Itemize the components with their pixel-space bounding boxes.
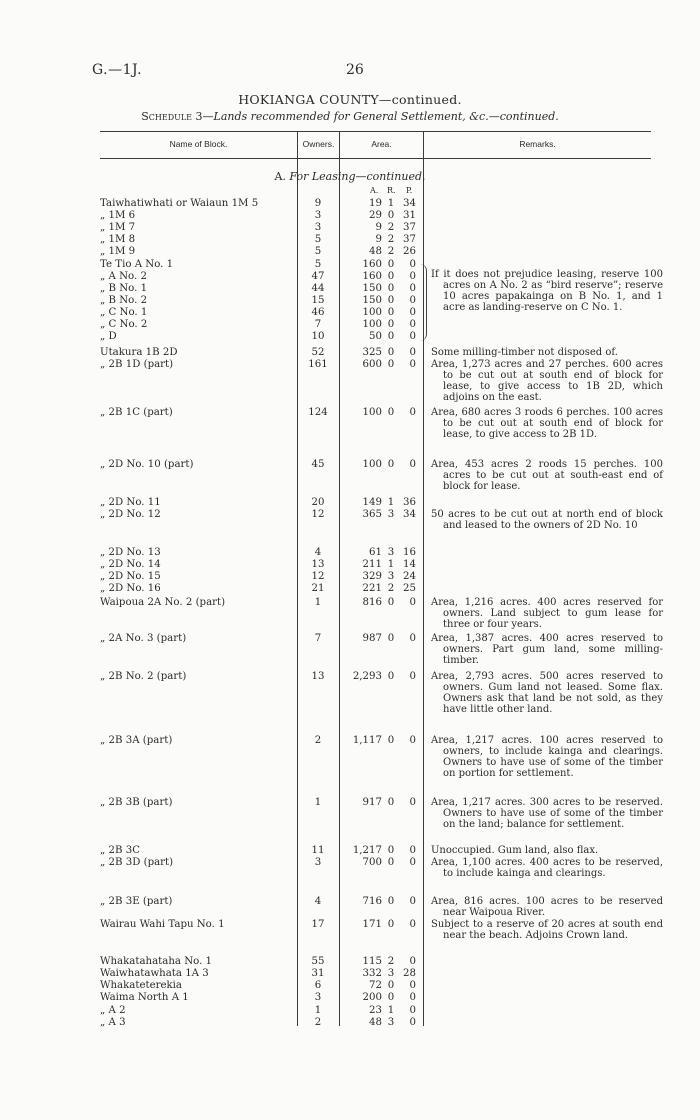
column-header-owners: Owners. [302,139,335,149]
area-perches: 34 [403,198,416,209]
block-name: Waima North A 1 [100,992,189,1003]
table-row [0,992,700,1003]
remark-text: Area, 2,793 acres. 500 acres reserved to owners. Gum land not leased. Some flax. Owners ask that land be not sold, as they have little other land. [431,671,663,715]
area-acres: 9 [375,234,382,245]
area-acres: 160 [362,271,382,282]
area-roods: 3 [387,968,395,979]
area-roods: 3 [387,547,395,558]
area-roods: 0 [387,295,395,306]
block-name: „ C No. 1 [100,307,148,318]
table-row [0,210,700,221]
area-acres: 1,117 [352,735,382,746]
area-perches: 0 [409,319,416,330]
block-name: „ 2B 3A (part) [100,735,173,746]
area-acres: 150 [362,283,382,294]
area-roods: 0 [387,259,395,270]
block-name: „ B No. 2 [100,295,148,306]
area-perches: 0 [409,735,416,746]
owners-count: 7 [314,319,322,330]
area-perches: 16 [403,547,416,558]
owners-count: 3 [314,210,322,221]
block-name: „ A No. 2 [100,271,147,282]
area-perches: 0 [409,597,416,608]
block-name: „ 2B 1C (part) [100,407,173,418]
owners-count: 161 [308,359,328,370]
table-row [0,956,700,967]
area-acres: 61 [369,547,382,558]
table-row [0,968,700,979]
table-row [0,1017,700,1028]
area-roods: 2 [387,246,395,257]
area-perches: 0 [409,992,416,1003]
block-name: „ 2B 3B (part) [100,797,173,808]
block-name: „ 2D No. 13 [100,547,161,558]
area-perches: 0 [409,1005,416,1016]
block-name: Whakateterekia [100,980,183,991]
table-row [0,331,700,342]
table-row [0,198,700,209]
owners-count: 124 [308,407,328,418]
column-header-remarks: Remarks. [519,139,556,149]
area-roods: 0 [387,459,395,470]
area-perches: 0 [409,459,416,470]
area-roods: 0 [387,919,395,930]
area-roods: 0 [387,857,395,868]
owners-count: 7 [314,633,322,644]
area-perches: 36 [403,497,416,508]
area-acres: 149 [362,497,382,508]
owners-count: 1 [314,797,322,808]
area-acres: 816 [362,597,382,608]
owners-count: 3 [314,222,322,233]
table-row [0,234,700,245]
table-row [0,1005,700,1016]
column-header-area: Area. [371,139,392,149]
remark-text: Area, 816 acres. 100 acres to be reserved near Waipoua River. [431,896,663,918]
document-reference: G.—1J. [92,62,143,78]
owners-count: 10 [311,331,325,342]
schedule-text: —Lands recommended for General Settlement, &c.—continued. [202,110,559,123]
block-name: „ A 3 [100,1017,126,1028]
owners-count: 1 [314,1005,322,1016]
area-roods: 1 [387,497,395,508]
area-roods: 3 [387,1017,395,1028]
area-roods: 0 [387,283,395,294]
owners-count: 45 [311,459,325,470]
section-suffix: —continued. [355,170,426,183]
area-roods: 0 [387,671,395,682]
block-name: „ 2D No. 10 (part) [100,459,194,470]
block-name: „ 2D No. 12 [100,509,161,520]
block-name: „ 2D No. 15 [100,571,161,582]
block-name: Waiwhatawhata 1A 3 [100,968,209,979]
remark-text: Area, 1,273 acres and 27 perches. 600 acres to be cut out at south end of block for lease, to give access to 1B 2D, which adjoins on the east. [431,359,663,403]
block-name: Wairau Wahi Tapu No. 1 [100,919,225,930]
remark-text: Unoccupied. Gum land, also flax. [431,845,599,856]
area-roods: 2 [387,583,395,594]
area-perches: 0 [409,359,416,370]
area-roods: 0 [387,347,395,358]
area-acres: 115 [362,956,382,967]
owners-count: 6 [314,980,322,991]
area-acres: 29 [369,210,382,221]
area-perches: 26 [403,246,416,257]
block-name: „ C No. 2 [100,319,148,330]
area-acres: 100 [362,307,382,318]
owners-count: 46 [311,307,325,318]
remark-brace [420,264,427,341]
area-roods: 0 [387,210,395,221]
area-perches: 0 [409,633,416,644]
remark-text: 50 acres to be cut out at north end of block and leased to the owners of 2D No. 10 [431,509,663,531]
table-row [0,246,700,257]
area-perches: 0 [409,259,416,270]
owners-count: 3 [314,992,322,1003]
owners-count: 12 [311,571,325,582]
area-roods: 1 [387,1005,395,1016]
area-roods: 1 [387,198,395,209]
owners-count: 20 [311,497,325,508]
block-name: „ D [100,331,117,342]
area-perches: 24 [403,571,416,582]
table-row [0,571,700,582]
schedule-label: Schedule 3 [141,110,203,123]
area-unit-perches: P. [406,186,413,195]
remark-text: Area, 1,100 acres. 400 acres to be reserved, to include kainga and clearings. [431,857,663,879]
block-name: Utakura 1B 2D [100,347,178,358]
area-perches: 0 [409,896,416,907]
owners-count: 52 [311,347,325,358]
area-perches: 0 [409,283,416,294]
area-acres: 332 [362,968,382,979]
area-perches: 0 [409,797,416,808]
area-acres: 211 [362,559,382,570]
area-perches: 37 [403,234,416,245]
area-acres: 329 [362,571,382,582]
area-roods: 0 [387,992,395,1003]
area-roods: 0 [387,319,395,330]
area-roods: 0 [387,359,395,370]
area-perches: 0 [409,331,416,342]
owners-count: 2 [314,735,322,746]
remark-text: Subject to a reserve of 20 acres at south end near the beach. Adjoins Crown land. [431,919,663,941]
area-roods: 3 [387,571,395,582]
block-name: „ B No. 1 [100,283,148,294]
area-roods: 0 [387,633,395,644]
area-perches: 31 [403,210,416,221]
area-perches: 0 [409,956,416,967]
section-prefix: A. [274,170,286,183]
area-acres: 365 [362,509,382,520]
block-name: „ 2B No. 2 (part) [100,671,187,682]
area-acres: 171 [362,919,382,930]
area-roods: 0 [387,597,395,608]
area-roods: 2 [387,222,395,233]
owners-count: 2 [314,1017,322,1028]
block-name: „ 1M 9 [100,246,136,257]
remark-text: Area, 1,216 acres. 400 acres reserved for owners. Land subject to gum lease for three or four years. [431,597,663,630]
block-name: „ 2B 1D (part) [100,359,174,370]
owners-count: 4 [314,547,322,558]
page-number: 26 [346,62,364,78]
remark-text: Area, 680 acres 3 roods 6 perches. 100 acres to be cut out at south end of block for lease, to give access to 2B 1D. [431,407,663,440]
area-roods: 0 [387,845,395,856]
owners-count: 15 [311,295,325,306]
area-roods: 1 [387,559,395,570]
area-perches: 0 [409,857,416,868]
area-unit-roods: R. [387,186,396,195]
block-name: Waipoua 2A No. 2 (part) [100,597,226,608]
section-title: For Leasing [289,170,356,183]
block-name: Whakatahataha No. 1 [100,956,213,967]
table-row [0,319,700,330]
owners-count: 9 [314,198,322,209]
table-row [0,497,700,508]
area-acres: 325 [362,347,382,358]
block-name: „ 2B 3E (part) [100,896,173,907]
area-acres: 48 [369,1017,382,1028]
area-perches: 25 [403,583,416,594]
owners-count: 21 [311,583,325,594]
area-perches: 0 [409,980,416,991]
area-acres: 716 [362,896,382,907]
table-row [0,222,700,233]
remark-text: Area, 1,217 acres. 300 acres to be reserved. Owners to have use of some of the timber on the land; balance for settlement. [431,797,663,830]
owners-count: 5 [314,246,322,257]
owners-count: 55 [311,956,325,967]
block-name: „ 2D No. 11 [100,497,161,508]
block-name: Te Tio A No. 1 [100,259,174,270]
area-perches: 34 [403,509,416,520]
owners-count: 47 [311,271,325,282]
owners-count: 11 [311,845,325,856]
area-roods: 2 [387,234,395,245]
owners-count: 5 [314,259,322,270]
area-acres: 600 [362,359,382,370]
table-row [0,583,700,594]
area-acres: 700 [362,857,382,868]
area-acres: 150 [362,295,382,306]
area-roods: 0 [387,307,395,318]
area-acres: 221 [362,583,382,594]
area-perches: 0 [409,1017,416,1028]
owners-count: 13 [311,671,325,682]
area-perches: 0 [409,671,416,682]
owners-count: 31 [311,968,325,979]
remark-text: Area, 453 acres 2 roods 15 perches. 100 acres to be cut out at south-east end of block for lease. [431,459,663,492]
area-acres: 200 [362,992,382,1003]
block-name: „ 1M 6 [100,210,136,221]
area-perches: 14 [403,559,416,570]
area-perches: 37 [403,222,416,233]
area-acres: 987 [362,633,382,644]
block-name: „ 1M 8 [100,234,136,245]
area-acres: 1,217 [352,845,382,856]
owners-count: 12 [311,509,325,520]
owners-count: 4 [314,896,322,907]
area-acres: 100 [362,407,382,418]
owners-count: 3 [314,857,322,868]
remark-text: Area, 1,217 acres. 100 acres reserved to owners, to include kainga and clearings. Owners to have use of some of the timber on portion for settlement. [431,735,663,779]
area-perches: 0 [409,845,416,856]
area-roods: 2 [387,956,395,967]
area-roods: 0 [387,407,395,418]
block-name: „ 2D No. 14 [100,559,161,570]
area-perches: 0 [409,407,416,418]
area-perches: 0 [409,271,416,282]
owners-count: 13 [311,559,325,570]
area-perches: 0 [409,295,416,306]
area-roods: 0 [387,980,395,991]
area-acres: 23 [369,1005,382,1016]
block-name: Taiwhatiwhati or Waiaun 1M 5 [100,198,259,209]
area-acres: 2,293 [352,671,382,682]
area-acres: 19 [369,198,382,209]
area-roods: 0 [387,271,395,282]
owners-count: 17 [311,919,325,930]
area-acres: 48 [369,246,382,257]
area-perches: 0 [409,307,416,318]
remark-text: Some milling-timber not disposed of. [431,347,618,358]
section-subheading [0,170,700,183]
block-name: „ 2B 3C [100,845,140,856]
block-name: „ 2D No. 16 [100,583,161,594]
owners-count: 5 [314,234,322,245]
area-roods: 0 [387,797,395,808]
area-perches: 0 [409,919,416,930]
area-acres: 50 [369,331,382,342]
block-name: „ A 2 [100,1005,126,1016]
area-acres: 72 [369,980,382,991]
area-acres: 100 [362,319,382,330]
table-row [0,547,700,558]
area-acres: 9 [375,222,382,233]
table-header-rule [100,158,651,159]
area-roods: 3 [387,509,395,520]
area-acres: 100 [362,459,382,470]
remark-text: Area, 1,387 acres. 400 acres reserved to owners. Part gum land, some milling-timber. [431,633,663,666]
owners-count: 44 [311,283,325,294]
area-acres: 917 [362,797,382,808]
schedule-heading [0,110,700,123]
column-header-name: Name of Block. [169,139,228,149]
county-heading: HOKIANGA COUNTY—continued. [238,92,462,107]
table-row [0,980,700,991]
area-roods: 0 [387,735,395,746]
area-roods: 0 [387,331,395,342]
area-perches: 0 [409,347,416,358]
area-acres: 160 [362,259,382,270]
area-perches: 28 [403,968,416,979]
owners-count: 1 [314,597,322,608]
block-name: „ 2A No. 3 (part) [100,633,187,644]
table-row [0,559,700,570]
remark-text: If it does not prejudice leasing, reserve 100 acres on A No. 2 as “bird reserve”; reserve 10 acres papakainga on B No. 1, and 1 acre as landing-reserve on C No. 1. [431,269,663,313]
area-unit-acres: A. [370,186,379,195]
block-name: „ 1M 7 [100,222,136,233]
block-name: „ 2B 3D (part) [100,857,174,868]
area-roods: 0 [387,896,395,907]
